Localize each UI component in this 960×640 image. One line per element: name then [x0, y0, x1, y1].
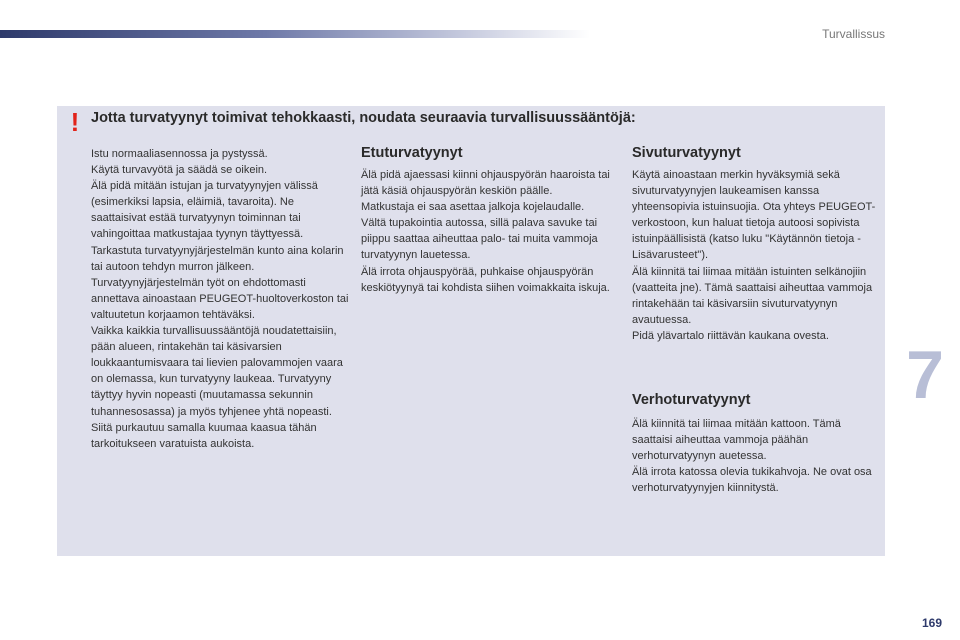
- page-number: 169: [921, 616, 942, 630]
- paragraph: Matkustaja ei saa asettaa jalkoja kojelaudalle.: [361, 201, 585, 214]
- paragraph: Istu normaaliasennossa ja pystyssä.: [91, 148, 268, 160]
- paragraph: Turvatyynyjärjestelmän työt on ehdottomasti annettava ainoastaan PEUGEOT-huoltoverkoston tai valtuutetun korjaamon tehtäväksi.: [91, 276, 349, 321]
- warning-heading: Jotta turvatyynyt toimivat tehokkaasti, noudata seuraavia turvallisuussääntöjä:: [91, 110, 636, 126]
- side-airbags-text: [632, 167, 882, 344]
- paragraph: Älä kiinnitä tai liimaa mitään istuinten selkänojiin (vaatteita jne). Tämä saattaisi aiheuttaa vammoja rintakehään tai käsivarsiin sivuturvatyynyn avautuessa.: [632, 265, 873, 326]
- front-airbags-text: [361, 167, 611, 296]
- chapter-number: 7: [906, 337, 944, 413]
- paragraph: Älä irrota ohjauspyörää, puhkaise ohjauspyörän keskiötyynyä tai kohdista siihen voimakkaita iskuja.: [361, 265, 610, 294]
- front-airbags-heading: Etuturvatyynyt: [361, 145, 463, 161]
- paragraph: Pidä ylävartalo riittävän kaukana ovesta.: [632, 329, 829, 342]
- general-rules-text: [91, 146, 351, 452]
- paragraph: Tarkastuta turvatyynyjärjestelmän kunto aina kolarin tai autoon tehdyn murron jälkeen.: [91, 244, 344, 273]
- curtain-airbags-heading: Verhoturvatyynyt: [632, 392, 751, 408]
- side-airbags-heading: Sivuturvatyynyt: [632, 145, 741, 161]
- paragraph: Älä kiinnitä tai liimaa mitään kattoon. Tämä saattaisi aiheuttaa vammoja päähän verhoturvatyynyn auetessa.: [632, 418, 841, 463]
- paragraph: Vältä tupakointia autossa, sillä palava savuke tai piippu saattaa aiheuttaa palo- tai muita vammoja turvatyynyn lauetessa.: [361, 217, 598, 262]
- paragraph: Vaikka kaikkia turvallisuussääntöjä noudatettaisiin, pään alueen, rintakehän tai käsivarsien loukkaantumisvaara tai lievien palovammojen vaara on olemassa, kun turvatyyny laukeaa. Turvatyyny täyttyy hyvin nopeasti (muutamassa sekunnin tuhannesosassa) ja myös tyhjenee yhtä nopeasti. Siitä purkautuu samalla kuumaa kaasua tähän tarkoitukseen varatuista aukoista.: [91, 325, 343, 450]
- paragraph: Käytä turvavyötä ja säädä se oikein.: [91, 164, 268, 177]
- curtain-airbags-text: [632, 416, 882, 496]
- paragraph: Älä pidä ajaessasi kiinni ohjauspyörän haaroista tai jätä käsiä ohjauspyörän keskiön päälle.: [361, 169, 610, 198]
- exclamation-icon: !: [70, 107, 80, 137]
- section-title: Turvallissus: [822, 27, 885, 41]
- paragraph: Älä pidä mitään istujan ja turvatyynyjen välissä (esimerkiksi lapsia, eläimiä, tavaroita). Ne saattaisivat estää turvatyynyn toiminnan tai vahingoittaa matkustajaa tyynyn täyttyessä.: [91, 180, 318, 241]
- header-gradient-bar: [0, 30, 590, 38]
- paragraph: Käytä ainoastaan merkin hyväksymiä sekä sivuturvatyynyjen laukeamisen kanssa yhteensopivia istuinsuojia. Ota yhteys PEUGEOT-verkostoon, kun haluat tietoja autoosi sopivista istuinpäällisistä (katso luku "Käytännön tietoja - Lisävarusteet").: [632, 169, 876, 262]
- paragraph: Älä irrota katossa olevia tukikahvoja. Ne ovat osa verhoturvatyynyjen kiinnitystä.: [632, 466, 872, 495]
